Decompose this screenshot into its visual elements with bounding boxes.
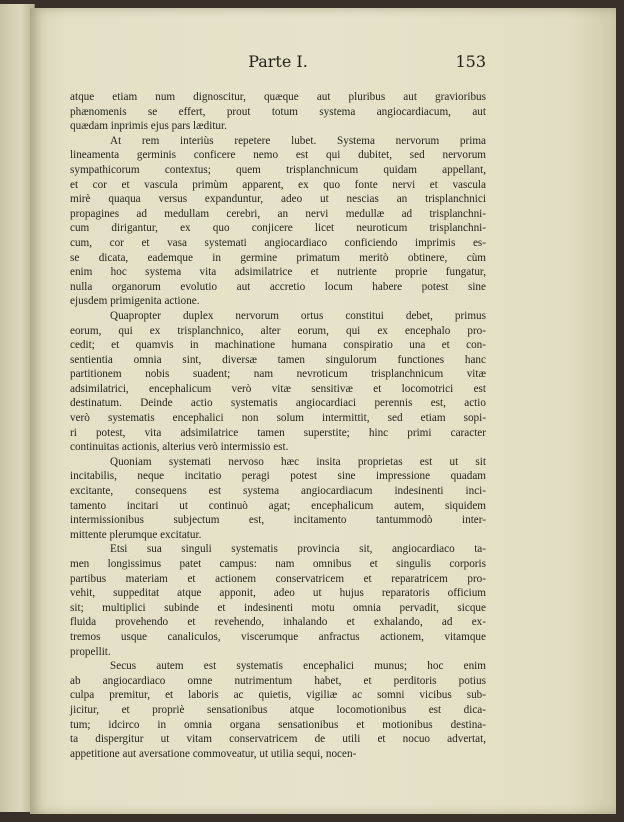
- text-line: et cor et vascula primùm apparent, ex quo fonte nervi et vascula: [70, 178, 486, 191]
- running-head: Parte I.: [248, 52, 308, 71]
- text-line: culpa premitur, et laboris ac quietis, vigiliæ ac somni vicibus sub-: [70, 689, 486, 702]
- text-line: vehit, suppeditat atque apponit, adeo ut hujus reparatoris officium: [70, 587, 486, 600]
- paragraph: [70, 659, 486, 761]
- text-line: Secus autem est systematis encephalici munus; hoc enim: [110, 660, 486, 673]
- page-number: 153: [455, 52, 486, 71]
- text-line: eorum, qui ex trisplanchnico, alter eorum, qui ex encephalo pro-: [70, 324, 486, 337]
- text-line: quædam inprimis ejus pars læditur.: [70, 120, 227, 133]
- text-line: tum; idcirco in omnia organa sensationibus et motionibus destina-: [70, 718, 486, 731]
- text-line: partitionem nobis suadent; nam nevroticum trisplanchnicum vitæ: [70, 368, 486, 381]
- text-line: mittente plerumque excitatur.: [70, 528, 202, 541]
- text-line: Etsi sua singuli systematis provincia sit, angiocardiaco ta-: [110, 543, 486, 556]
- text-line: destinatum. Deinde actio systematis angiocardiaci perennis est, actio: [70, 397, 486, 410]
- text-line: propagines ad medullam cerebri, an nervi medullæ ad trisplanchni-: [70, 207, 486, 220]
- text-line: verò systematis encephalici non solum intermittit, sed etiam sopi-: [70, 412, 486, 425]
- text-line: sit; multiplici subinde et indesinenti motu omnia pervadit, sicque: [70, 601, 486, 614]
- text-line: mirè quaqua versus expanduntur, adeo ut nescias an trisplanchnici: [70, 193, 486, 206]
- text-line: cedit; et quamvis in machinatione humana conspiratio una et con-: [70, 339, 486, 352]
- paragraph: [70, 455, 486, 543]
- page-header: [70, 52, 486, 76]
- text-line: tamento incitari ut continuò agat; encephalicum autem, siquidem: [70, 499, 486, 512]
- text-line: fluida provehendo et revehendo, inhalando et exhalando, ad ex-: [70, 616, 486, 629]
- text-line: ri potest, vita adsimilatrice tamen superstite; hinc primi caracter: [70, 426, 486, 439]
- paragraph: [70, 542, 486, 659]
- text-line: intermissionibus subjectum est, incitamento tantummodò inter-: [70, 514, 486, 527]
- text-line: sympathicorum contextus; quem trisplanchnicum quidam appellant,: [70, 163, 486, 176]
- text-line: At rem interiùs repetere lubet. Systema nervorum prima: [110, 134, 486, 147]
- text-line: ejusdem primigenita actione.: [70, 295, 200, 308]
- text-line: tremos usque canaliculos, viscerumque anfractus actionem, vitamque: [70, 630, 486, 643]
- text-line: ab angiocardiaco omne nutrimentum habet, et perditoris potius: [70, 674, 486, 687]
- text-line: Quoniam systemati nervoso hæc insita proprietas est ut sit: [110, 455, 486, 468]
- text-line: adsimilatrici, encephalicum verò vitæ sensitivæ et locomotrici est: [70, 382, 486, 395]
- text-line: incitabilis, neque incitatio peragi potest sine impressione quadam: [70, 470, 486, 483]
- text-line: se dicata, eademque in germine primatum meritò obtinere, cùm: [70, 251, 486, 264]
- text-line: lineamenta germinis conficere nemo est qui dubitet, sed nervorum: [70, 149, 486, 162]
- text-line: cum, cor et vasa systemati angiocardiaco conficiendo imprimis es-: [70, 236, 486, 249]
- text-line: sentientia omnia sint, diversæ tamen singulorum functiones hanc: [70, 353, 486, 366]
- text-line: atque etiam num dignoscitur, quæque aut pluribus aut gravioribus: [70, 91, 486, 103]
- text-line: continuitas actionis, alterius verò intermissio est.: [70, 441, 289, 454]
- text-line: nulla organorum evolutio aut accretio locum habere potest sine: [70, 280, 486, 293]
- text-line: propellit.: [70, 645, 111, 658]
- text-line: enim hoc systema vita adsimilatrice et nutriente proprie fungatur,: [70, 266, 486, 279]
- text-line: partibus materiam et actionem conservatricem et reparatricem pro-: [70, 572, 486, 585]
- paragraph: [70, 134, 486, 309]
- text-line: appetitione aut aversatione commoveatur, ut utilia sequi, nocen-: [70, 747, 357, 760]
- body-text: [70, 90, 486, 761]
- text-line: Quapropter duplex nervorum ortus constitui debet, primus: [110, 309, 486, 322]
- paragraph: [70, 90, 486, 134]
- text-line: ta dispergitur ut vitam conservatricem de utili et nocuo advertat,: [70, 733, 486, 746]
- paragraph: [70, 309, 486, 455]
- text-line: men longissimus patet campus: nam omnibus et singulis corporis: [70, 558, 486, 570]
- text-line: excitante, consequens est systema angiocardiacum indesinenti inci-: [70, 485, 486, 498]
- text-line: jicitur, et propriè sensationibus atque locomotionibus est dica-: [70, 703, 486, 716]
- text-line: phænomenis se effert, prout totum systema angiocardiacum, aut: [70, 105, 486, 118]
- text-line: cum dirigantur, ex quo conjicere licet neuroticum trisplanchni-: [70, 222, 486, 235]
